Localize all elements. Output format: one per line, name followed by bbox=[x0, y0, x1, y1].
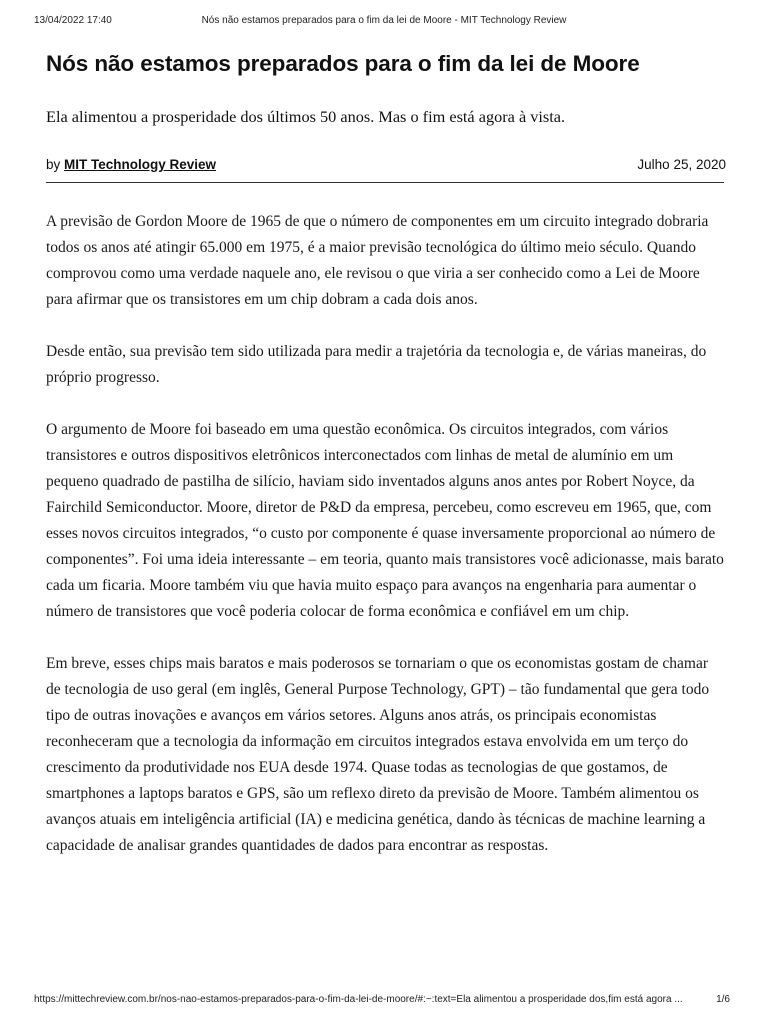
print-url: https://mittechreview.com.br/nos-nao-estamos-preparados-para-o-fim-da-lei-de-moore/#:~:text=Ela alimentou a prosperidade dos,fim está agora ... bbox=[34, 994, 683, 1005]
byline-divider bbox=[46, 182, 724, 183]
article-paragraph: A previsão de Gordon Moore de 1965 de que o número de componentes em um circuito integrado dobraria todos os anos até atingir 65.000 em 1975, é a maior previsão tecnológica do último meio século. Quando comprovou como uma verdade naquele ano, ele revisou o que viria a ser conhecido como a Lei de Moore para afirmar que os transistores em um chip dobram a cada dois anos. bbox=[46, 213, 709, 308]
print-page-title: Nós não estamos preparados para o fim da lei de Moore - MIT Technology Review bbox=[201, 15, 567, 26]
page-number: 1/6 bbox=[716, 994, 730, 1005]
print-header bbox=[34, 15, 734, 29]
article bbox=[46, 48, 724, 885]
article-paragraph: O argumento de Moore foi baseado em uma questão econômica. Os circuitos integrados, com vários transistores e outros dispositivos eletrônicos interconectados com linhas de metal de alumínio em um pequeno quadrado de pastilha de silício, haviam sido inventados alguns anos antes por Robert Noyce, da Fairchild Semiconductor. Moore, diretor de P&D da empresa, percebeu, como escreveu em 1965, que, com esses novos circuitos integrados, “o custo por componente é quase inversamente proporcional ao número de componentes”. Foi uma ideia interessante – em teoria, quanto mais transistores você adicionasse, mais barato cada um ficaria. Moore também viu que havia muito espaço para avanços na engenharia para aumentar o número de transistores que você poderia colocar de forma econômica e confiável em um chip. bbox=[46, 421, 724, 620]
byline-prefix: by bbox=[46, 157, 61, 172]
print-footer bbox=[34, 994, 734, 1008]
article-title: Nós não estamos preparados para o fim da lei de Moore bbox=[46, 51, 640, 76]
author-link[interactable]: MIT Technology Review bbox=[64, 157, 217, 172]
publish-date: Julho 25, 2020 bbox=[637, 157, 726, 172]
byline bbox=[46, 157, 724, 177]
article-paragraph: Em breve, esses chips mais baratos e mais poderosos se tornariam o que os economistas gostam de chamar de tecnologia de uso geral (em inglês, General Purpose Technology, GPT) – tão fundamental que gera todo tipo de outras inovações e avanços em vários setores. Alguns anos atrás, os principais economistas reconheceram que a tecnologia da informação em circuitos integrados estava envolvida em um terço do crescimento da produtividade nos EUA desde 1974. Quase todas as tecnologias de que gostamos, de smartphones a laptops baratos e GPS, são um reflexo direto da previsão de Moore. Também alimentou os avanços atuais em inteligência artificial (IA) e medicina genética, dando às técnicas de machine learning a capacidade de analisar grandes quantidades de dados para encontrar as respostas. bbox=[46, 655, 710, 854]
article-paragraph: Desde então, sua previsão tem sido utilizada para medir a trajetória da tecnologia e, de várias maneiras, do próprio progresso. bbox=[46, 343, 707, 386]
article-subtitle: Ela alimentou a prosperidade dos últimos 50 anos. Mas o fim está agora à vista. bbox=[46, 107, 566, 126]
article-body bbox=[46, 209, 724, 859]
print-date: 13/04/2022 17:40 bbox=[34, 15, 112, 26]
